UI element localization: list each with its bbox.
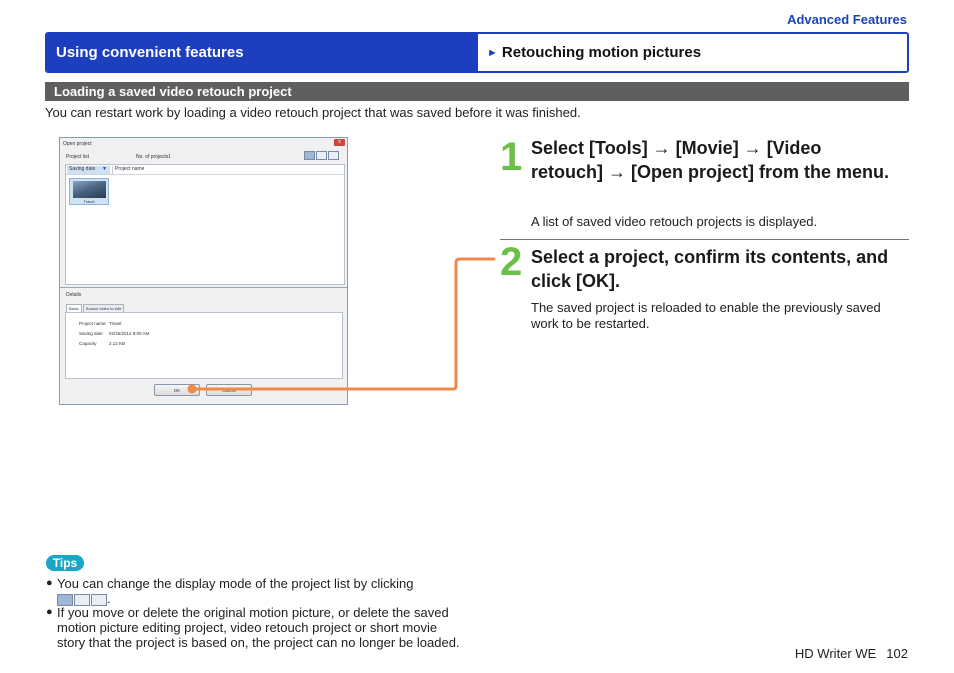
project-count-value: 1: [168, 154, 171, 160]
tab-basic[interactable]: Basic: [66, 304, 82, 313]
header-topic-title: Retouching motion pictures: [501, 44, 702, 61]
footer: [795, 646, 908, 661]
step-1-description: A list of saved video retouch projects is displayed.: [531, 214, 818, 229]
tip-text-end: .: [107, 591, 111, 606]
sort-down-icon: ▼: [102, 166, 107, 172]
triangle-right-icon: ►: [487, 46, 498, 59]
tip-text: If you move or delete the original motion picture, or delete the saved motion picture editing project, video retouch project or short movie story that the project is based on, the project can no longer be loaded.: [57, 605, 460, 650]
step-2-description: The saved project is reloaded to enable the previously saved work to be restarted.: [531, 300, 881, 331]
tip-text: You can change the display mode of the project list by clicking: [57, 576, 414, 591]
view-mode-icons: [57, 594, 107, 606]
tip-item: [46, 605, 461, 650]
dialog-title: Open project: [63, 141, 92, 147]
step-separator: [500, 239, 909, 240]
step-2-title: Select a project, confirm its contents, and click [OK].: [531, 247, 889, 291]
detail-value: 2.12 KB: [109, 341, 126, 346]
header-section-title: Using convenient features: [47, 34, 478, 71]
detail-view-icon: [91, 594, 107, 606]
step-1-title: Select [Tools] → [Movie] → [Video retouch] → [Open project] from the menu.: [531, 138, 890, 182]
details-label: Details: [66, 292, 82, 298]
project-name-column[interactable]: Project name: [112, 166, 152, 174]
chapter-label: Advanced Features: [787, 12, 907, 27]
cancel-button[interactable]: Cancel: [206, 384, 252, 396]
thumbnail-label: Travel: [83, 199, 95, 204]
detail-key: Saving date: [79, 331, 103, 336]
connector-line: [191, 259, 494, 389]
step-1-number: 1: [500, 135, 523, 179]
detail-value: 02/26/2012 8:00 AM: [109, 331, 150, 336]
page-number: 102: [886, 646, 908, 661]
bullet-icon: ●: [46, 606, 53, 618]
connector-dot: [188, 385, 197, 394]
project-count-label: No. of projects: [136, 154, 169, 160]
detail-value: Travel: [109, 321, 122, 326]
saving-date-column-label: Saving date: [69, 166, 96, 172]
footer-product: HD Writer WE: [794, 646, 877, 661]
project-list-label: Project list: [66, 154, 90, 160]
intro-text: You can restart work by loading a video retouch project that was saved before it was finished.: [45, 105, 581, 120]
detail-key: Capacity: [79, 341, 97, 346]
close-icon[interactable]: x: [334, 139, 345, 146]
tips-badge: Tips: [46, 555, 84, 571]
ok-button[interactable]: OK: [154, 384, 200, 396]
tab-source-video[interactable]: Source video to edit: [83, 304, 124, 313]
detail-key: Project name: [79, 321, 106, 326]
list-view-icon: [74, 594, 90, 606]
step-2-number: 2: [500, 240, 523, 284]
section-title: Loading a saved video retouch project: [45, 82, 909, 101]
bullet-icon: ●: [46, 577, 53, 589]
tip-item: [46, 576, 456, 606]
thumbnail-view-icon: [57, 594, 73, 606]
